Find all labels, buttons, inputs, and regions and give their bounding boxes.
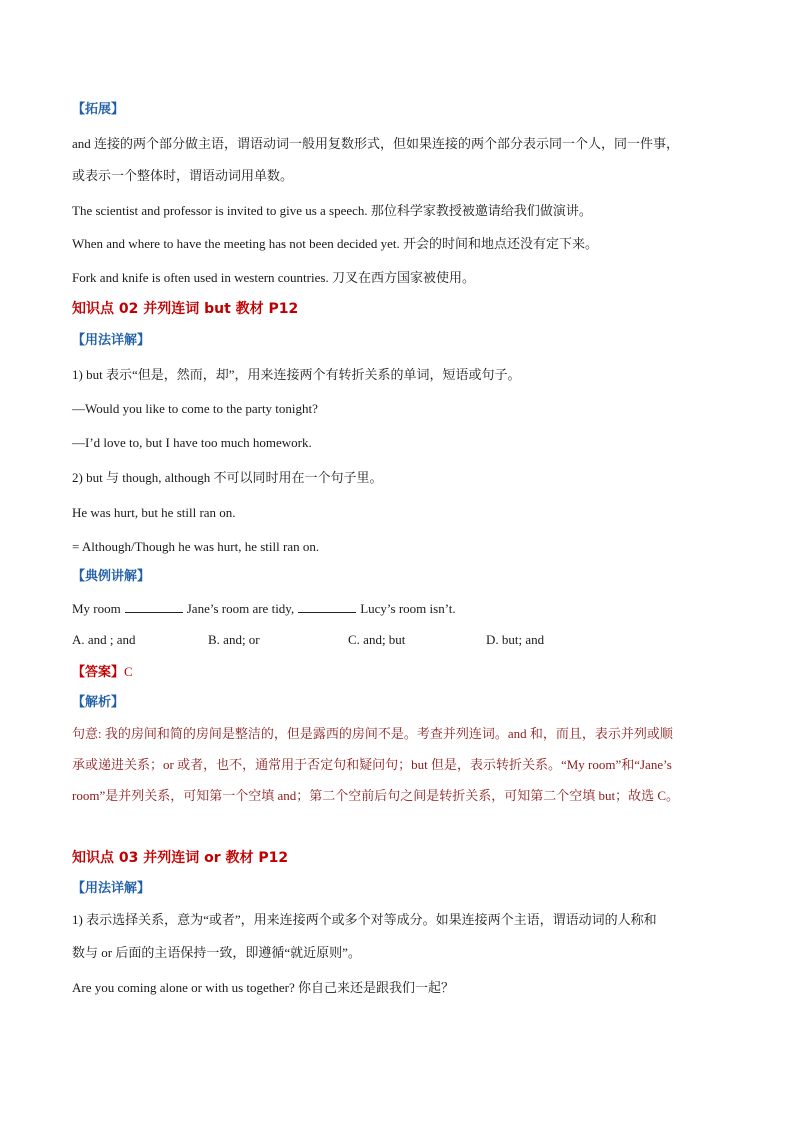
kp02-usage-2: 2) but 与 though, although 不可以同时用在一个句子里。 xyxy=(72,470,383,485)
kp02-usage-1-example-1: —Would you like to come to the party tonight? xyxy=(72,401,318,416)
answer-value: C xyxy=(124,664,133,679)
answer-blank-2 xyxy=(298,600,356,613)
knowledge-point-03-title: 知识点 03 并列连词 or 教材 P12 xyxy=(72,850,289,866)
option-d: D. but; and xyxy=(486,632,545,647)
expand-rule-line1: and 连接的两个部分做主语，谓语动词一般用复数形式，但如果连接的两个部分表示同一个人，同一件事， xyxy=(72,136,680,151)
kp02-usage-1-example-2: —I’d love to, but I have too much homework. xyxy=(72,435,312,450)
kp02-analysis-line3: room”是并列关系，可知第一个空填 and；第二个空前后句之间是转折关系，可知第二个空填 but；故选 C。 xyxy=(72,788,680,803)
kp02-example-label: 【典例讲解】 xyxy=(72,569,151,584)
question-part-1: My room xyxy=(72,601,121,616)
kp03-usage-label: 【用法详解】 xyxy=(72,881,151,896)
kp02-answer xyxy=(72,663,133,682)
option-b: B. and; or xyxy=(208,632,260,647)
kp02-analysis-label: 【解析】 xyxy=(72,695,125,710)
answer-blank-1 xyxy=(125,600,183,613)
kp02-usage-label: 【用法详解】 xyxy=(72,333,151,348)
kp02-usage-2-example-2: = Although/Though he was hurt, he still ran on. xyxy=(72,539,320,554)
question-part-2: Jane’s room are tidy, xyxy=(186,601,295,616)
kp03-usage-1-example: Are you coming alone or with us together? 你自己来还是跟我们一起？ xyxy=(72,980,454,995)
kp03-usage-1-line2: 数与 or 后面的主语保持一致，即遵循“就近原则”。 xyxy=(72,945,361,960)
option-a: A. and ; and xyxy=(72,632,136,647)
kp03-usage-1-line1: 1) 表示选择关系，意为“或者”，用来连接两个或多个对等成分。如果连接两个主语，谓语动词的人称和 xyxy=(72,912,657,927)
kp02-analysis-line2: 承或递进关系；or 或者，也不，通常用于否定句和疑问句；but 但是，表示转折关系。“My room”和“Jane’s xyxy=(72,757,672,772)
kp02-question xyxy=(72,600,456,618)
option-c: C. and; but xyxy=(348,632,406,647)
expand-example-1: The scientist and professor is invited to give us a speech. 那位科学家教授被邀请给我们做演讲。 xyxy=(72,203,592,218)
expand-rule-line2: 或表示一个整体时，谓语动词用单数。 xyxy=(72,168,294,183)
expand-example-3: Fork and knife is often used in western countries. 刀叉在西方国家被使用。 xyxy=(72,270,475,285)
knowledge-point-02-title: 知识点 02 并列连词 but 教材 P12 xyxy=(72,301,299,317)
answer-label: 【答案】 xyxy=(72,665,125,680)
kp02-usage-2-example-1: He was hurt, but he still ran on. xyxy=(72,505,236,520)
expand-example-2: When and where to have the meeting has not been decided yet. 开会的时间和地点还没有定下来。 xyxy=(72,236,599,251)
expand-label: 【拓展】 xyxy=(72,102,125,117)
kp02-analysis-line1: 句意: 我的房间和简的房间是整洁的，但是露西的房间不是。考查并列连词。and 和，而且，表示并列或顺 xyxy=(72,726,673,741)
question-part-3: Lucy’s room isn’t. xyxy=(360,601,456,616)
kp02-usage-1: 1) but 表示“但是，然而，却”，用来连接两个有转折关系的单词，短语或句子。 xyxy=(72,367,521,382)
